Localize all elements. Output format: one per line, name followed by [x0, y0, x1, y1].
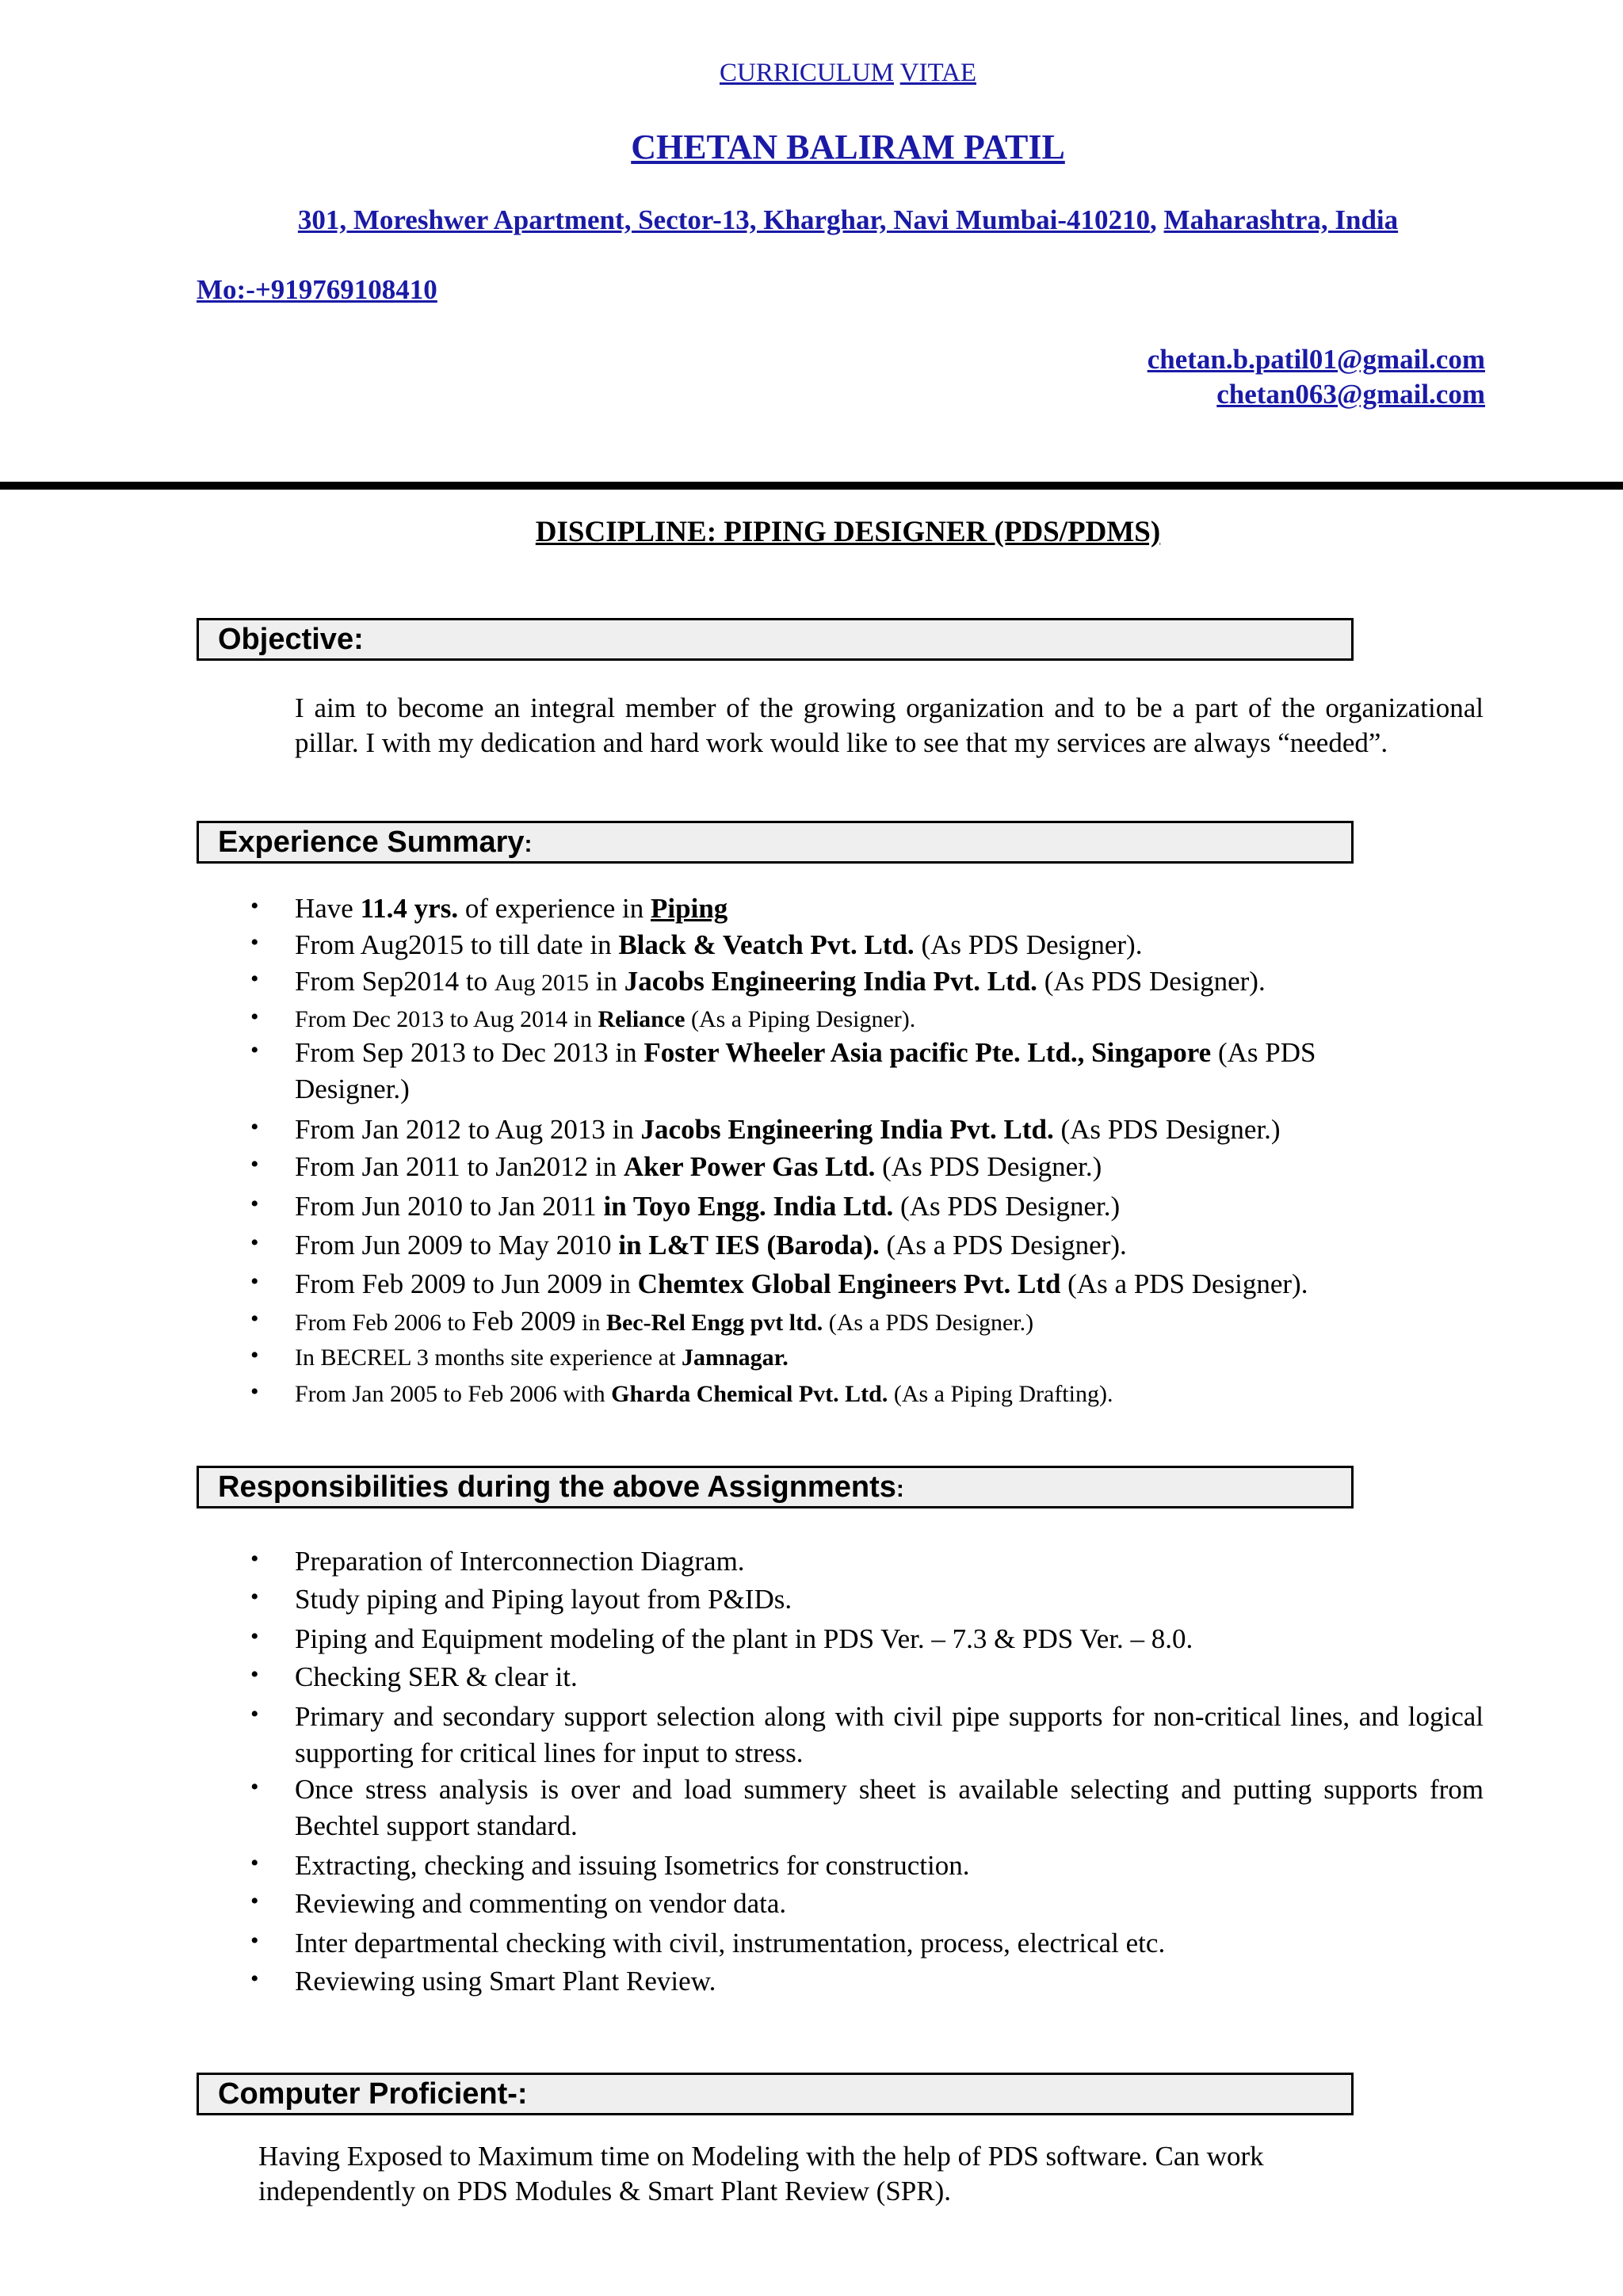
- experience-item-text: [295, 1149, 1484, 1185]
- experience-text-part: From Dec 2013 to Aug 2014 in: [295, 1006, 598, 1032]
- experience-role: (As a Piping Designer).: [685, 1006, 916, 1032]
- responsibilities-heading-colon: :: [896, 1476, 904, 1502]
- bullet-icon: •: [250, 1230, 259, 1256]
- responsibility-item-text: Once stress analysis is over and load summery sheet is available selecting and putting supports from Bechtel support standard.: [295, 1774, 1484, 1841]
- bullet-icon: •: [250, 1546, 259, 1572]
- responsibility-item-text: Extracting, checking and issuing Isometrics for construction.: [295, 1850, 970, 1881]
- experience-text-part: From Jun 2009 to May 2010: [295, 1230, 619, 1261]
- discipline-title: DISCIPLINE: PIPING DESIGNER (PDS/PDMS): [535, 516, 1161, 548]
- experience-item-text: [295, 1112, 1484, 1148]
- bullet-icon: •: [250, 1774, 259, 1800]
- experience-text-part: From Jun 2010 to Jan 2011: [295, 1191, 604, 1222]
- experience-role: (As a PDS Designer).: [879, 1230, 1127, 1261]
- bullet-icon: •: [250, 1114, 259, 1140]
- responsibilities-heading: [197, 1466, 1354, 1508]
- experience-item-text: [295, 1303, 1484, 1341]
- experience-item-text: [295, 1376, 1484, 1413]
- experience-item-text: [295, 1340, 1484, 1376]
- bullet-icon: •: [250, 1888, 259, 1914]
- responsibility-item-text: Reviewing using Smart Plant Review.: [295, 1966, 716, 1997]
- experience-company: Aker Power Gas Ltd.: [623, 1151, 876, 1182]
- responsibility-item-text: Inter departmental checking with civil, instrumentation, process, electrical etc.: [295, 1928, 1166, 1958]
- experience-text-part: In BECREL 3 months site experience at: [295, 1344, 682, 1371]
- experience-text-part: Have: [295, 893, 361, 924]
- experience-item-text: [295, 963, 1484, 1001]
- computer-heading-label: Computer Proficient-:: [218, 2077, 528, 2111]
- experience-company: Bec-Rel Engg pvt ltd.: [605, 1310, 823, 1336]
- bullet-icon: •: [250, 893, 259, 919]
- bullet-icon: •: [250, 1037, 259, 1063]
- experience-company: in L&T IES (Baroda).: [618, 1230, 880, 1261]
- experience-role: (As a Piping Drafting).: [888, 1381, 1113, 1407]
- experience-company: Black & Veatch Pvt. Ltd.: [618, 929, 915, 960]
- experience-heading-colon: :: [524, 831, 533, 857]
- bullet-icon: •: [250, 1306, 259, 1332]
- bullet-icon: •: [250, 1850, 259, 1876]
- bullet-icon: •: [250, 1379, 259, 1405]
- objective-text: I aim to become an integral member of the growing organization and to be a part of the organizational pillar. I with my dedication and hard work would like to see that my services are always “needed”.: [295, 692, 1484, 758]
- bullet-icon: •: [250, 1151, 259, 1177]
- experience-text-part: in: [575, 1310, 606, 1336]
- bullet-icon: •: [250, 1584, 259, 1610]
- experience-role: (As PDS Designer).: [914, 929, 1143, 960]
- email-block: [1148, 342, 1485, 412]
- bullet-icon: •: [250, 1661, 259, 1688]
- experience-role-cont: Designer.): [295, 1074, 410, 1104]
- bullet-icon: •: [250, 1342, 259, 1368]
- experience-company: Gharda Chemical Pvt. Ltd.: [611, 1381, 888, 1407]
- experience-text-part: From Jan 2012 to Aug 2013 in: [295, 1114, 641, 1145]
- experience-role: (As PDS Designer.): [1053, 1114, 1281, 1145]
- bullet-icon: •: [250, 1004, 259, 1030]
- responsibility-item-text: Piping and Equipment modeling of the plant in PDS Ver. – 7.3 & PDS Ver. – 8.0.: [295, 1623, 1193, 1654]
- experience-item-text: [295, 891, 1484, 927]
- experience-role: (As PDS Designer.): [893, 1191, 1121, 1222]
- address-line: 301, Moreshwer Apartment, Sector-13, Kharghar, Navi Mumbai-410210: [297, 204, 1151, 235]
- bullet-icon: •: [250, 1191, 259, 1217]
- experience-date: Aug 2015: [494, 970, 589, 996]
- bullet-icon: •: [250, 1701, 259, 1727]
- bullet-icon: •: [250, 1928, 259, 1954]
- experience-item-text: [295, 1188, 1484, 1225]
- email-link-primary[interactable]: chetan.b.patil01@gmail.com: [1147, 344, 1485, 375]
- experience-item-text: [295, 1035, 1484, 1108]
- bullet-icon: •: [250, 1966, 259, 1992]
- experience-company: Chemtex Global Engineers Pvt. Ltd: [637, 1268, 1061, 1299]
- cv-label-word-2: VITAE: [899, 59, 976, 87]
- bullet-icon: •: [250, 1623, 259, 1650]
- computer-text: Having Exposed to Maximum time on Modeling with the help of PDS software. Can work independently on PDS Modules & Smart Plant Review (SPR).: [258, 2141, 1264, 2206]
- mobile-number: Mo:-+919769108410: [197, 274, 437, 305]
- experience-text-part: From Aug2015 to till date in: [295, 929, 619, 960]
- responsibility-item-text: Study piping and Piping layout from P&IDs.: [295, 1584, 792, 1615]
- experience-item-text: [295, 1266, 1484, 1302]
- experience-heading: [197, 821, 1354, 864]
- computer-heading: [197, 2073, 1354, 2115]
- experience-company: Reliance: [598, 1006, 685, 1032]
- experience-highlight: Piping: [651, 893, 728, 924]
- experience-role: (As PDS Designer.): [875, 1151, 1102, 1182]
- experience-company: Jacobs Engineering India Pvt. Ltd.: [640, 1114, 1054, 1145]
- experience-text-part: From Jan 2005 to Feb 2006 with: [295, 1381, 612, 1407]
- candidate-name: CHETAN BALIRAM PATIL: [631, 128, 1065, 166]
- experience-role: (As a PDS Designer).: [1060, 1268, 1308, 1299]
- experience-role: (As PDS Designer).: [1037, 966, 1266, 997]
- address-region: Maharashtra, India: [1163, 204, 1399, 235]
- experience-date: Feb 2009: [472, 1306, 576, 1337]
- experience-role: (As a PDS Designer.): [823, 1310, 1034, 1336]
- objective-heading: [197, 618, 1354, 661]
- responsibility-item-text: Reviewing and commenting on vendor data.: [295, 1888, 787, 1919]
- experience-company: in Toyo Engg. India Ltd.: [603, 1191, 894, 1222]
- address: [0, 204, 1623, 236]
- experience-heading-label: Experience Summary: [218, 826, 525, 859]
- experience-highlight: 11.4 yrs.: [360, 893, 459, 924]
- experience-role: (As PDS: [1211, 1037, 1316, 1068]
- experience-item-text: [295, 927, 1484, 963]
- cv-label: [0, 59, 1623, 88]
- experience-text-part: in: [589, 966, 624, 997]
- experience-text-part: of experience in: [458, 893, 651, 924]
- responsibilities-heading-label: Responsibilities during the above Assignments: [218, 1470, 896, 1504]
- experience-item-text: [295, 1227, 1484, 1264]
- email-link-secondary[interactable]: chetan063@gmail.com: [1216, 379, 1485, 410]
- experience-item-text: [295, 1001, 1484, 1038]
- experience-company: Jacobs Engineering India Pvt. Ltd.: [624, 966, 1037, 997]
- responsibility-item-text: Preparation of Interconnection Diagram.: [295, 1546, 745, 1577]
- bullet-icon: •: [250, 929, 259, 955]
- experience-text-part: From Feb 2009 to Jun 2009 in: [295, 1268, 638, 1299]
- experience-company: Foster Wheeler Asia pacific Pte. Ltd., Singapore: [643, 1037, 1212, 1068]
- experience-text-part: From Feb 2006 to: [295, 1310, 472, 1336]
- responsibility-item-text: Checking SER & clear it.: [295, 1661, 578, 1692]
- bullet-icon: •: [250, 1268, 259, 1295]
- experience-text-part: From Jan 2011 to Jan2012 in: [295, 1151, 624, 1182]
- experience-text-part: From Sep 2013 to Dec 2013 in: [295, 1037, 644, 1068]
- bullet-icon: •: [250, 966, 259, 992]
- cv-label-word-1: CURRICULUM: [719, 59, 895, 87]
- experience-company: Jamnagar.: [681, 1344, 789, 1371]
- responsibility-item-text: Primary and secondary support selection along with civil pipe supports for non-critical lines, and logical supporting for critical lines for input to stress.: [295, 1701, 1484, 1768]
- experience-text-part: From Sep2014 to: [295, 966, 495, 997]
- header-divider: [0, 482, 1623, 490]
- objective-heading-label: Objective:: [218, 623, 364, 656]
- address-separator: ,: [1150, 204, 1157, 235]
